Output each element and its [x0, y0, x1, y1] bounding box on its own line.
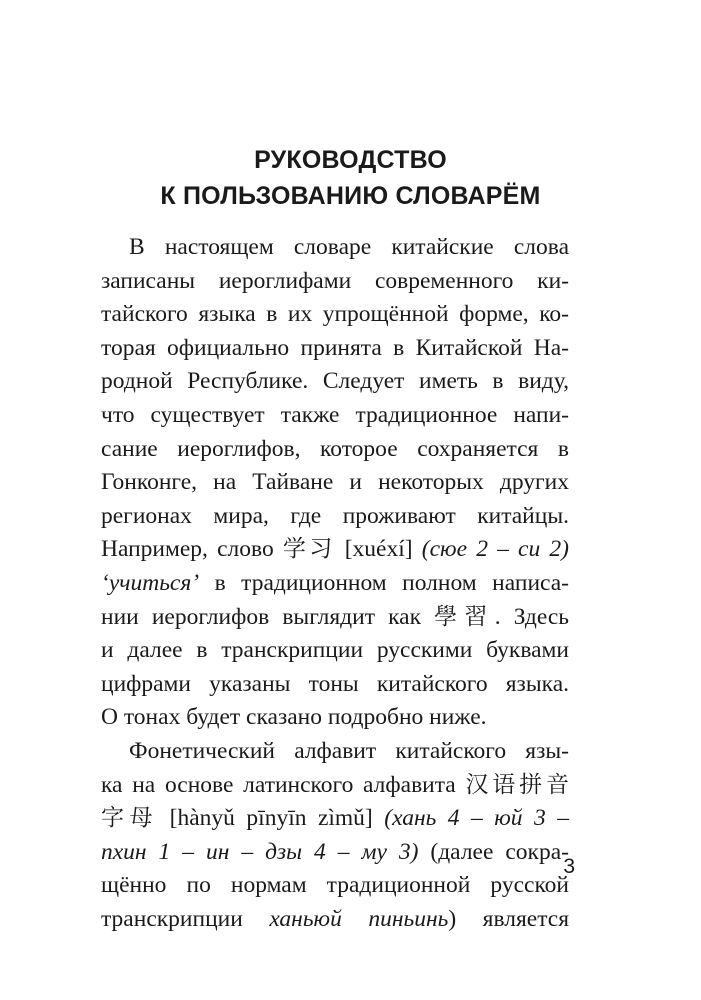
translation: ‘учиться’: [101, 569, 200, 596]
chinese-word: 學習: [434, 603, 495, 630]
text-line: пхин 1 – ин – дзы 4 – му 3) (далее сокра-: [101, 838, 569, 865]
russian-transcription: пхин 1 – ин – дзы 4 – му 3): [101, 838, 419, 865]
text-line: В настоящем словаре китайские слова: [129, 234, 569, 260]
heading-line-2: К ПОЛЬЗОВАНИЮ СЛОВАРЁМ: [160, 182, 541, 210]
russian-transcription: (сюе 2 – си 2): [421, 536, 569, 563]
term: ханьюй пиньинь: [269, 905, 449, 932]
text-line: щённо по нормам традиционной русской: [101, 872, 569, 899]
text-line: торая официально принята в Китайской На-: [101, 334, 569, 361]
heading-line-1: РУКОВОДСТВО: [254, 146, 447, 174]
text-line: ка на основе латинского алфавита 汉语拼音: [101, 771, 569, 798]
text-line: 字母 [hànyǔ pīnyīn zìmǔ] (хань 4 – юй 3 –: [101, 805, 569, 832]
text-line: Гонконге, на Тайване и некоторых других: [101, 469, 569, 496]
text-line: Фонетический алфавит китайского язы-: [129, 737, 569, 764]
russian-transcription: (хань 4 – юй 3 –: [384, 805, 569, 832]
text-line: Например, слово 学习 [xuéxí] (сюе 2 – си 2): [101, 536, 569, 563]
text-line: родной Республике. Следует иметь в виду,: [101, 368, 569, 395]
text-line: транскрипции ханьюй пиньинь) является: [101, 905, 570, 932]
chinese-word: 字母: [101, 805, 159, 832]
section-heading: [0, 142, 701, 214]
text-line: и далее в транскрипции русскими буквами: [101, 637, 569, 664]
text-line: что существует также традиционное напи-: [101, 401, 569, 428]
text-line: сание иероглифов, которое сохраняется в: [101, 435, 569, 462]
text-line: тайского языка в их упрощённой форме, ко-: [101, 301, 569, 328]
text-line: ‘учиться’ в традиционном полном написа-: [101, 569, 569, 596]
body-text: [101, 231, 569, 936]
text-line: цифрами указаны тоны китайского языка.: [101, 670, 569, 697]
text-line: нии иероглифов выглядит как 學習. Здесь: [101, 603, 570, 630]
chinese-word: 汉语拼音: [465, 771, 569, 798]
chinese-word: 学习: [282, 536, 336, 563]
text-line: регионах мира, где проживают китайцы.: [101, 502, 569, 529]
text-line: О тонах будет сказано подробно ниже.: [101, 704, 487, 731]
text-line: записаны иероглифами современного ки-: [101, 267, 569, 294]
page-number: 3: [563, 855, 575, 878]
